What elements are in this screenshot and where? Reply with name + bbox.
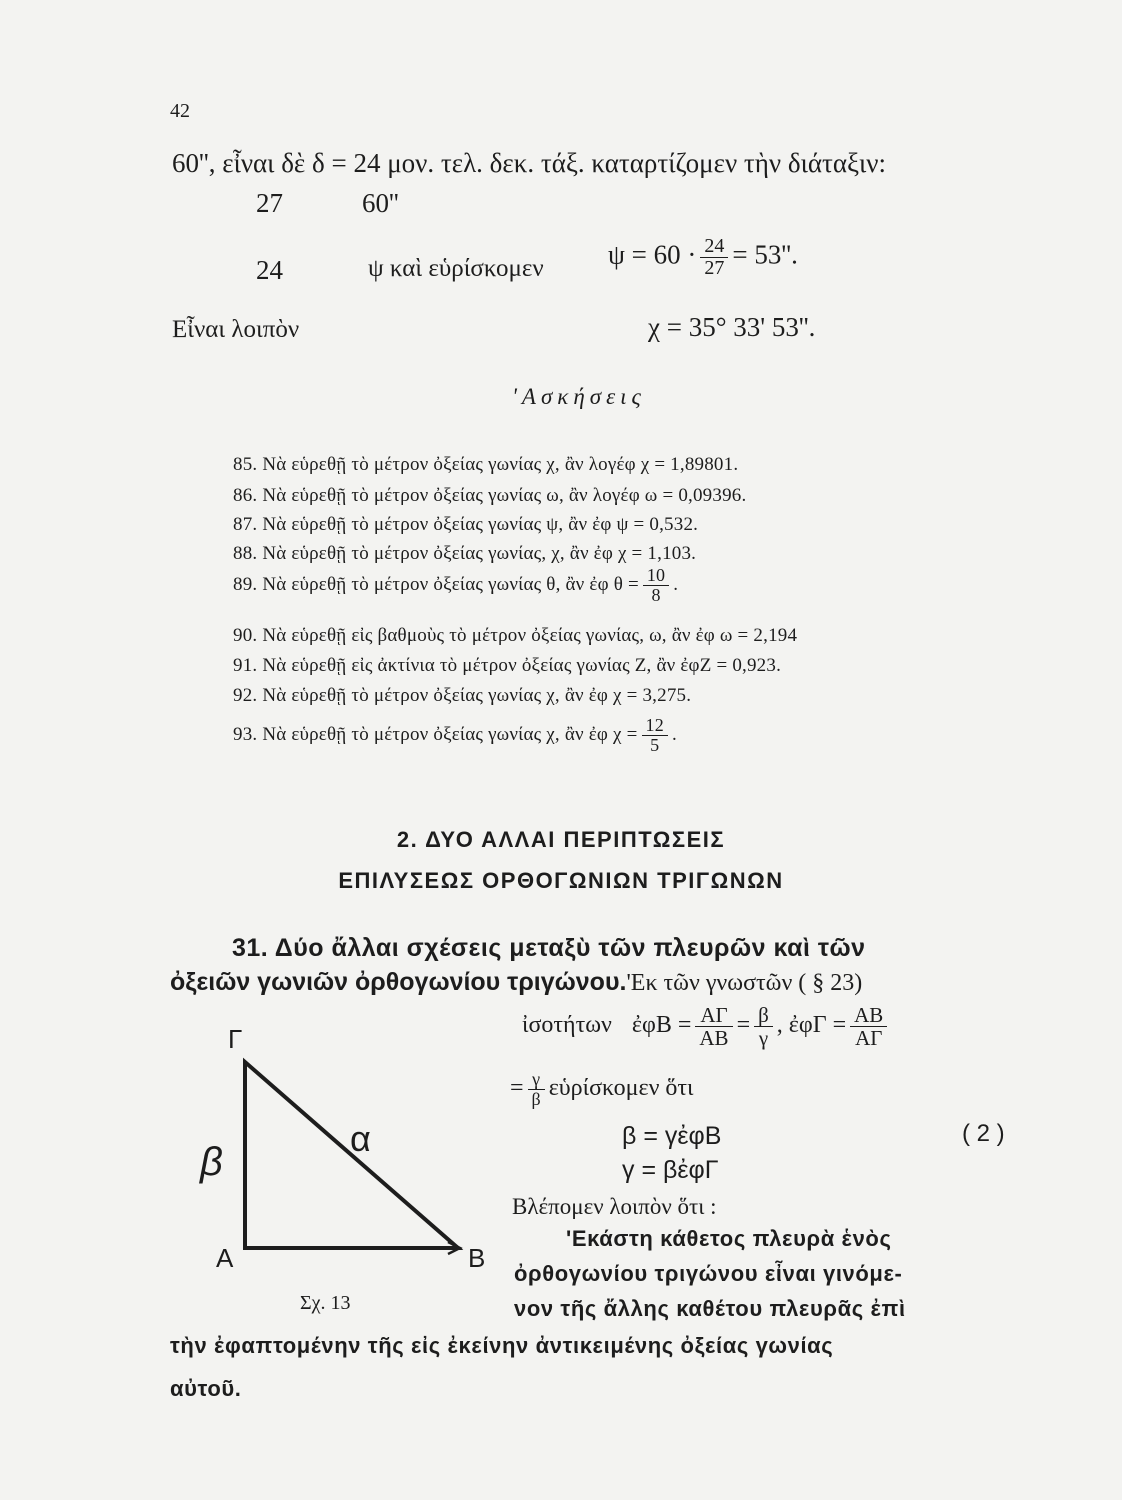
- exercise-number: 91.: [233, 655, 258, 676]
- exercise-number: 85.: [233, 454, 258, 475]
- eq-start: =: [510, 1074, 524, 1101]
- vertex-bottom-left-label: Α: [216, 1243, 234, 1273]
- section-title-line1: 2. ΔΥΟ ΑΛΛΑΙ ΠΕΡΙΠΤΩΣΕΙΣ: [396, 827, 726, 852]
- frac-den: 8: [651, 584, 661, 605]
- exercise-tail: .: [671, 723, 677, 745]
- exercise-text: Νὰ εὑρεθῇ τὸ μέτρον ὀξείας γωνίας χ, ἂν λογέφ χ = 1,89801.: [262, 454, 739, 475]
- psi-den: 27: [704, 257, 725, 279]
- exercise-number: 88.: [233, 543, 258, 564]
- paragraph-heading-line1: 31. Δύο ἄλλαι σχέσεις μεταξὺ τῶν πλευρῶν καὶ τῶν: [232, 934, 866, 962]
- exercise-number: 90.: [233, 625, 258, 646]
- frac-num: β: [754, 1004, 773, 1027]
- paragraph-heading-line2: ὀξειῶν γωνιῶν ὀρθογωνίου τριγώνου.: [170, 968, 627, 996]
- table-row1-right: 60'': [362, 188, 399, 218]
- eq-efG: , ἐφΓ =: [776, 1012, 847, 1039]
- section-title-line2: ΕΠΙΛΥΣΕΩΣ ΟΡΘΟΓΩΝΙΩΝ ΤΡΙΓΩΝΩΝ: [338, 868, 784, 893]
- identities-row: ἰσοτήτων ἐφΒ = $\frac{A\Gamma}{AB}$ = $\frac{\beta}{\gamma}$ , ἐφΓ = $\frac{AB}{A\Gamma}$: [522, 1004, 891, 1049]
- intro-line: 60'', εἶναι δὲ δ = 24 μον. τελ. δεκ. τάξ. καταρτίζομεν τὴν διάταξιν:: [172, 148, 886, 178]
- exercise-86: [233, 485, 746, 507]
- exercise-tail: .: [673, 573, 679, 595]
- triangle-figure: [190, 1020, 500, 1320]
- fraction-ab-ag: [850, 1004, 887, 1049]
- eq-efB: ἐφΒ =: [631, 1012, 692, 1039]
- side-left-label: β: [200, 1140, 223, 1184]
- frac-num: ΑΓ: [695, 1004, 732, 1027]
- exercise-text: Νὰ εὑρεθῇ τὸ μέτρον ὀξείας γωνίας ψ, ἂν ἐφ ψ = 0,532.: [262, 514, 699, 535]
- rule-line3: νον τῆς ἄλλης καθέτου πλευρᾶς ἐπὶ: [514, 1296, 906, 1321]
- exercise-89-fraction: [643, 566, 669, 605]
- formula-1: β = γἐφΒ: [622, 1122, 722, 1150]
- vertex-bottom-right-label: Β: [468, 1243, 486, 1273]
- rule-line5: αὐτοῦ.: [170, 1376, 242, 1401]
- page-number: 42: [170, 100, 190, 122]
- frac-den: γ: [758, 1026, 769, 1051]
- rule-line2: ὀρθογωνίου τριγώνου εἶναι γινόμε-: [514, 1261, 903, 1286]
- exercise-text: Νὰ εὑρεθῇ τὸ μέτρον ὀξείας γωνίας χ, ἂν ἐφ χ =: [262, 723, 638, 745]
- frac-num: 12: [642, 716, 668, 736]
- exercise-number: 87.: [233, 514, 258, 535]
- exercise-text: Νὰ εὑρεθῇ τὸ μέτρον ὀξείας γωνίας χ, ἂν ἐφ χ = 3,275.: [262, 685, 692, 706]
- fraction-ag-ab: [695, 1004, 732, 1049]
- table-row2-left: 24: [256, 255, 283, 285]
- rule-line1: 'Εκάστη κάθετος πλευρὰ ἑνὸς: [566, 1226, 892, 1251]
- exercise-text: Νὰ εὑρεθῇ τὸ μέτρον ὀξείας γωνίας ω, ἂν λογέφ ω = 0,09396.: [262, 485, 747, 506]
- frac-den: ΑΒ: [699, 1026, 729, 1051]
- exercise-93-fraction: [642, 716, 668, 755]
- frac-den: ΑΓ: [855, 1026, 883, 1051]
- we-see-text: Βλέπομεν λοιπὸν ὅτι :: [512, 1194, 717, 1219]
- exercise-89: [233, 566, 678, 605]
- formula-2: γ = βἐφΓ: [622, 1156, 719, 1184]
- psi-eq-text: ψ = 60 ·: [608, 239, 697, 270]
- reference-text: 'Εκ τῶν γνωστῶν ( § 23): [626, 970, 863, 996]
- psi-fraction: [700, 236, 728, 279]
- frac-num: ΑΒ: [850, 1004, 887, 1027]
- exercise-87: [233, 514, 698, 536]
- exercise-number: 92.: [233, 685, 258, 706]
- exercise-91: [233, 655, 781, 677]
- identities-label: ἰσοτήτων: [522, 1012, 612, 1039]
- exercise-text: Νὰ εὑρεθῇ τὸ μέτρον ὀξείας γωνίας θ, ἂν ἐφ θ =: [262, 573, 639, 595]
- paragraph-heading-line2-row: [170, 968, 862, 997]
- exercise-90: [233, 625, 797, 647]
- figure-caption: Σχ. 13: [300, 1292, 351, 1314]
- frac-den: 5: [650, 734, 660, 755]
- exercise-text: Νὰ εὑρεθῇ εἰς ἀκτίνια τὸ μέτρον ὀξείας γωνίας Ζ, ἂν ἐφΖ = 0,923.: [262, 655, 782, 676]
- chi-result: χ = 35° 33' 53''.: [648, 312, 816, 342]
- fraction-b-g: [754, 1004, 773, 1049]
- therefore-label: Εἶναι λοιπὸν: [172, 316, 300, 343]
- rule-line4: τὴν ἐφαπτομένην τῆς εἰς ἐκείνην ἀντικειμένης ὀξείας γωνίας: [170, 1333, 834, 1358]
- psi-result: = 53''.: [732, 239, 798, 270]
- exercises-heading: 'Ασκήσεις: [512, 384, 646, 409]
- frac-den: β: [531, 1088, 541, 1109]
- vertex-top-label: Γ: [228, 1024, 243, 1054]
- exercise-number: 93.: [233, 723, 258, 745]
- find-text: εὑρίσκομεν ὅτι: [548, 1074, 694, 1101]
- frac-num: γ: [528, 1070, 545, 1090]
- exercise-text: Νὰ εὑρεθῇ τὸ μέτρον ὀξείας γωνίας, χ, ἂν ἐφ χ = 1,103.: [262, 543, 697, 564]
- exercise-93: [233, 716, 677, 755]
- find-row: [510, 1070, 694, 1109]
- frac-num: 10: [643, 566, 669, 586]
- exercise-number: 86.: [233, 485, 258, 506]
- psi-equation: [608, 236, 798, 279]
- fraction-g-b: [528, 1070, 545, 1109]
- side-hypotenuse-label: α: [350, 1118, 371, 1159]
- table-row1-left: 27: [256, 188, 283, 218]
- exercise-85: [233, 454, 738, 476]
- exercise-text: Νὰ εὑρεθῇ εἰς βαθμοὺς τὸ μέτρον ὀξείας γωνίας, ω, ἂν ἐφ ω = 2,194: [262, 625, 798, 646]
- equation-number: ( 2 ): [962, 1120, 1005, 1147]
- psi-num: 24: [700, 236, 728, 258]
- exercise-92: [233, 685, 691, 707]
- exercise-88: [233, 543, 696, 565]
- table-row2-right: ψ καὶ εὑρίσκομεν: [368, 255, 544, 282]
- exercise-number: 89.: [233, 573, 258, 595]
